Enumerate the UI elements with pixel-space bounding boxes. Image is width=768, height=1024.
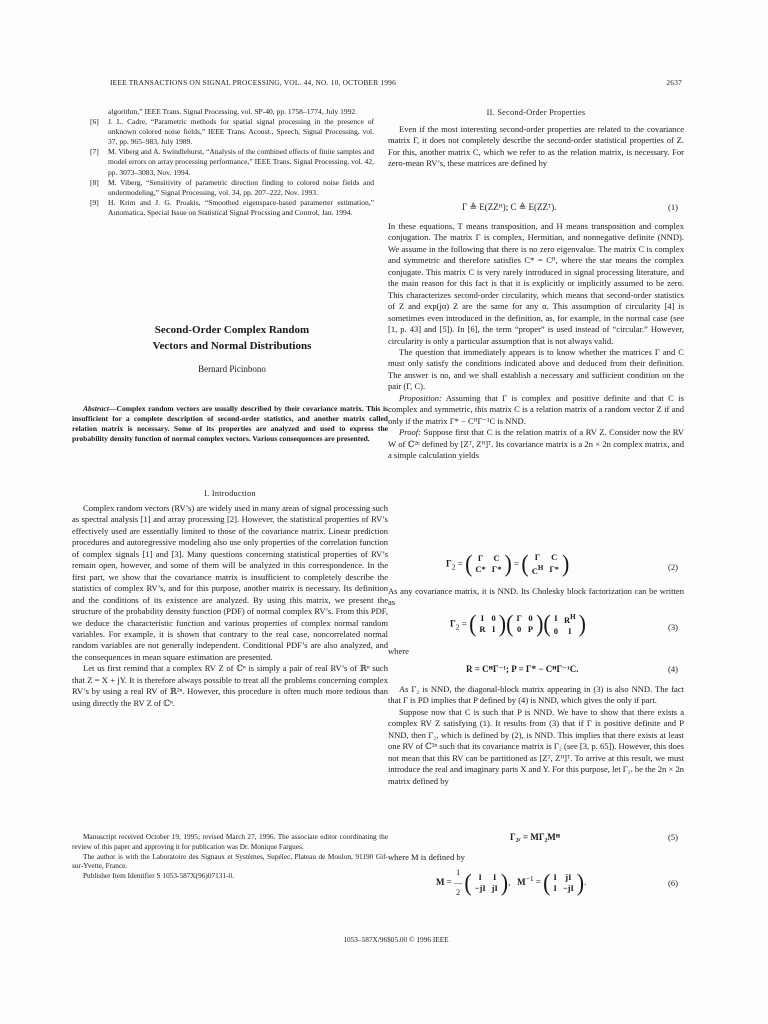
paragraph: Even if the most interesting second-order properties are related to the covariance matrix Γ, it does not completely describe the second-order statistical properties of Z. For this, another matrix C, which we refer to as the relation matrix, is necessary. For zero-mean RV’s, these matrices are defined by (388, 124, 684, 169)
paragraph: In these equations, T means transposition, and H means transposition and complex conjugation. The matrix Γ is complex, Hermitian, and nonnegative definite (NND). We assume in the following that there is no zero eigenvalue. The matrix C is complex and symmetric and therefore satisfies C* = Cᴴ, where the star means the complex conjugate. This matrix C is very rarely introduced in signal processing literature, and the main reason for this fact is that it is explicitly or implicitly assumed to be zero. This characterizes second-order circularity, which means that second-order statistics of Z and exp(jα) Z are the same for any α. This assumption of circularity [4] is sometimes even introduced in the definition, as, for example, in the normal case (see [1, p. 43] and [5]). In [6], the term “proper” is used instead of “circular.” However, circularity is only a particular assumption that is not always valid. (388, 221, 684, 346)
paragraph: where (388, 646, 409, 656)
article-title (74, 322, 390, 354)
reference-item: [6] J. L. Cadre, “Parametric methods for spatial signal processing in the presence of unknown colored noise fields,” IEEE Trans. Acoust., Speech, Signal Processing, vol. 37, pp. 965–983, July 1989. (90, 117, 374, 147)
paragraph: As any covariance matrix, it is NND. Its Cholesky block factorization can be written as (388, 586, 684, 608)
abstract (72, 404, 388, 444)
equation-1: Γ ≜ E(ZZᴴ); C ≜ E(ZZᵀ). (462, 202, 557, 212)
section-heading-second-order: II. Second-Order Properties (486, 108, 586, 117)
paragraph: As Γ₂ is NND, the diagonal-block matrix appearing in (3) is also NND. The fact that Γ is PD implies that P defined by (4) is NND, which gives the only if part. (388, 684, 684, 706)
paragraph (388, 393, 684, 427)
paragraph (388, 427, 684, 461)
reference-item: [7] M. Viberg and A. Swindlehurst, “Analysis of the combined effects of finite samples and model errors on array processing performance,” IEEE Trans. Signal Processing, vol. 42, pp. 3073–3083, Nov. 1994. (90, 147, 374, 177)
equation-number: (1) (668, 202, 678, 212)
proof-text: Suppose first that C is the relation matrix of a RV Z. Consider now the RV W of ℂ²ⁿ defined by [Zᵀ, Zᴴ]ᵀ. Its covariance matrix is a 2n × 2n complex matrix, and a simple calculation yields (388, 427, 684, 461)
abstract-label: Abstract— (83, 404, 117, 413)
section-heading-introduction: I. Introduction (204, 489, 256, 498)
author: Bernard Picinbono (198, 364, 266, 374)
reference-list (90, 107, 374, 218)
copyright-footer: 1053–587X/96$05.00 © 1996 IEEE (343, 935, 449, 944)
footnote-paragraph: Publisher Item Identifier S 1053-587X(96)07131-0. (83, 871, 234, 881)
paragraph: where M is defined by (388, 852, 465, 862)
reference-item: algorithm,” IEEE Trans. Signal Processing, vol. SP-40, pp. 1758–1774, July 1992. (108, 107, 358, 116)
footnote-paragraph: The author is with the Laboratoire des Signaux et Systèmes, Supélec, Plateau de Moulon, 91190 Gif-sur-Yvette, France. (72, 851, 388, 871)
title-line: Second-Order Complex Random (154, 324, 310, 336)
running-header (110, 78, 682, 87)
section2-m-def (388, 852, 684, 863)
equation-number: (4) (668, 664, 678, 674)
footnote (72, 832, 388, 881)
reference-item: [8] M. Viberg, “Sensitivity of parametric direction finding to colored noise fields and undermodeling,” Signal Processing, vol. 34, pp. 207–222, Nov. 1993. (90, 177, 374, 197)
page-number: 2637 (666, 78, 682, 87)
proposition-label: Proposition: (399, 392, 442, 403)
equation-number: (5) (668, 832, 678, 842)
paragraph: The question that immediately appears is to know whether the matrices Γ and C must only satisfy the conditions indicated above and deduced from their definition. The answer is no, and we shall establish a necessary and sufficient condition on the pair (Γ, C). (388, 346, 684, 392)
footnote-paragraph: Manuscript received October 19, 1995; revised March 27, 1996. The associate editor coordinating the review of this paper and approving it for publication was Dr. Monique Fargues. (72, 832, 388, 851)
section2-cholesky-intro (388, 586, 684, 609)
section2-body (388, 221, 684, 462)
section2-continued (388, 684, 684, 787)
section2-intro (388, 124, 684, 170)
equation-2: $\Gamma_2$ = ( Γ C C* Γ* ) = ( Γ C $C^H$ Γ* ) (446, 550, 570, 578)
equation-number: (3) (668, 622, 678, 632)
running-head: IEEE TRANSACTIONS ON SIGNAL PROCESSING, VOL. 44, NO. 10, OCTOBER 1996 (110, 78, 396, 87)
introduction-body (72, 503, 388, 709)
equation-4: R = CᴴΓ⁻¹; P = Γ* − CᴴΓ⁻¹C. (466, 664, 579, 674)
section2-where (388, 646, 684, 657)
title-line: Vectors and Normal Distributions (152, 340, 312, 352)
reference-item: [9] H. Krim and J. G. Proakis, “Smoothed eigenspace-based paramerter estimation,” Automatica, Special Issue on Statistical Signal Procssing and Control, Jan. 1994. (90, 197, 374, 217)
equation-number: (2) (668, 562, 678, 572)
equation-5: Γ₂ᵣ = MΓ₂Mᴴ (510, 832, 561, 842)
equation-3: $\Gamma_2$ = ( I 0 R I ) ( Γ 0 0 P ) ( I $R^H$ 0 I ) (450, 610, 586, 638)
abstract-text: Complex random vectors are usually described by their covariance matrix. This is insufficient for a complete description of second-order statistics, and another matrix called relation matrix is necessary. Some of its properties are analyzed and used to express the probability density function of normal complex vectors. Various consequences are presented. (72, 404, 388, 444)
paragraph: Suppose now that C is such that P is NND. We have to show that there exists a complex RV Z satisfying (1). It results from (3) that if Γ is positive definite and P NND, then Γ₂, which is defined by (2), is NND. This implies that there exists at least one RV of ℂ²ⁿ such that its covariance matrix is Γ₂ (see [3, p. 65]). However, this does not mean that this RV can be partitioned as [Zᵀ, Zᴴ]ᵀ. To arrive at this result, we must introduce the real and imaginary parts X and Y. For this purpose, let Γ₂ᵣ be the 2n × 2n matrix defined by (388, 706, 684, 786)
paragraph: Let us first remind that a complex RV Z of ℂⁿ is simply a pair of real RV’s of ℝⁿ such that Z = X + jY. It is therefore always possible to treat all the problems concerning complex RV’s by using a real RV of ℝ²ⁿ. However, this procedure is often much more tedious than using directly the RV Z of ℂⁿ. (72, 663, 388, 708)
proof-label: Proof: (399, 427, 421, 438)
equation-number: (6) (668, 878, 678, 888)
equation-6: M = 1 — 2 ( I I −jI jI ) , $M^{-1}$ = ( I jI I −jI ) . (436, 868, 587, 897)
proposition-text: Assuming that Γ is complex and positive definite and that C is complex and symmetric, this matrix C is a relation matrix of a random vector Z if and only if the matrix Γ* − CᴴΓ⁻¹C is NND. (388, 392, 684, 426)
paragraph: Complex random vectors (RV’s) are widely used in many areas of signal processing such as spectral analysis [1] and array processing [2]. However, the statistical properties of RV’s effectively used are essentially limited to those of the covariance matrix. Linear prediction procedures and autoregressive modeling also use only properties of the correlation function of complex signals [1] and [3]. Many questions concerning statistical properties of RV’s remain open, however, and some of them will be analyzed in this correspondence. In the first part, we show that the covariance matrix is insufficient to completely describe the statistics of complex RV’s, and for this purpose, another matrix is necessary. Its definition and the conditions of its existence are analyzed. By using this matrix, we present the structure of the probability density function (PDF) of normal complex RV’s. From this PDF, we deduce the characteristic function and various properties of complex normal random variables. For example, it is shown that contrary to the real case, noncorrelated normal random variables are not generally independent. Conditional PDF’s are also analyzed, and the consequences in mean square estimation are presented. (72, 503, 388, 662)
